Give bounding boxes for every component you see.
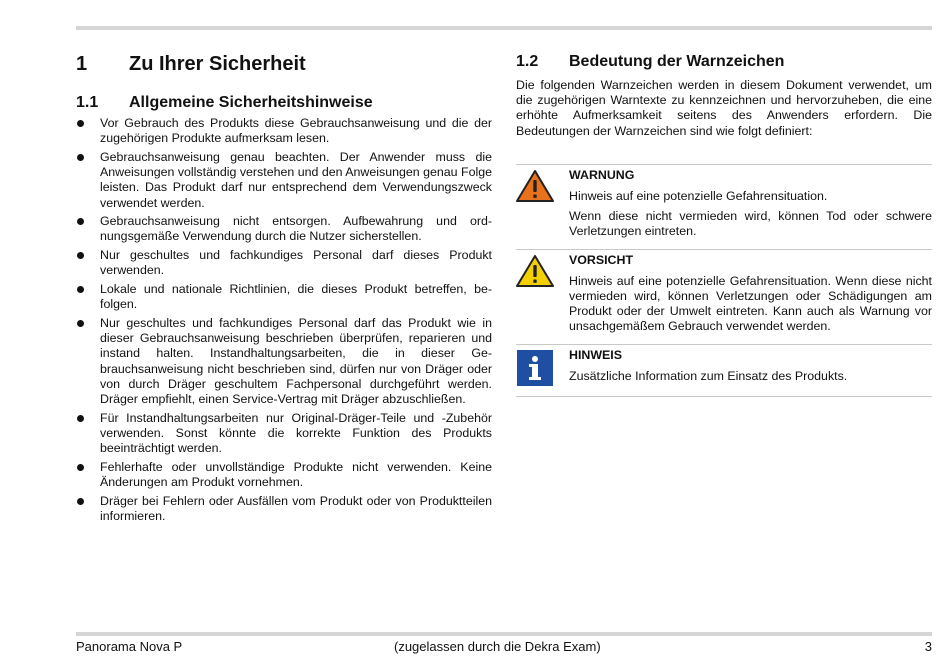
section-1-2-title: Bedeutung der Warnzeichen [569,53,785,70]
warning-signs-table [516,164,932,397]
warning-sign-row-vorsicht [516,250,932,345]
list-item: Fehlerhafte oder unvollständige Produkte nicht verwenden. Keine Änderungen am Produkt vornehmen. [76,460,492,490]
bullet-icon [77,286,84,293]
header-rule [76,26,932,30]
bullet-icon [77,320,84,327]
section-1-1-heading [76,94,492,112]
warning-sign-text: Wenn diese nicht vermieden wird, können Tod oder schwere Verletzungen eintreten. [569,209,932,239]
right-column [516,50,932,397]
section-1-title: Zu Ihrer Sicherheit [129,52,306,75]
footer-approval-note: (zugelassen durch die Dekra Exam) [394,639,601,654]
bullet-icon [77,415,84,422]
section-1-1-number: 1.1 [76,94,99,111]
section-1-heading [76,50,492,78]
warning-sign-row-warnung [516,165,932,250]
list-item: Gebrauchsanweisung genau beachten. Der Anwender muss die Anweisungen vollständig verstehen und den Anweisungen genau Folge leisten. Das Produkt darf nur entsprechend dem Verwendungszweck verwendet werden. [76,150,492,211]
warning-sign-row-hinweis [516,345,932,397]
bullet-icon [77,120,84,127]
section-1-2-number: 1.2 [516,53,539,70]
warning-sign-title: HINWEIS [569,347,623,362]
list-item: Dräger bei Fehlern oder Ausfällen vom Produkt oder von Produktteilen informieren. [76,494,492,524]
bullet-icon [77,464,84,471]
warning-triangle-orange-icon [516,165,569,245]
list-item: Nur geschultes und fachkundiges Personal darf dieses Produkt verwenden. [76,248,492,278]
info-square-blue-icon [516,345,569,392]
warning-sign-text: Zusätzliche Information zum Einsatz des Produkts. [569,368,848,383]
warning-sign-text: Hinweis auf eine potenzielle Gefahrensituation. Wenn diese nicht vermieden wird, können Verletzungen oder Schädigungen am Produkt oder der Umwelt eintreten. Kann auch als Warnung vor unsachgemäßem Gebrauch verwendet werden. [569,273,932,334]
footer-rule [76,632,932,636]
list-item: Gebrauchsanweisung nicht entsorgen. Aufbewahrung und ordnungsgemäße Verwendung durch die Nutzer sicherstellen. [76,214,492,244]
warning-signs-intro: Die folgenden Warnzeichen werden in diesem Dokument verwendet, um die zugehörigen Warntexte zu kennzeichnen und hervorzuheben, die eine erhöhte Aufmerksamkeit seitens des Anwenders erfordern. Die Bedeutungen der Warnzeichen sind wie folgt definiert: [516,78,932,138]
caution-triangle-yellow-icon [516,250,569,340]
list-item: Vor Gebrauch des Produkts diese Gebrauchsanweisung und die der zugehörigen Produkte aufmerksam lesen. [76,116,492,146]
bullet-icon [77,154,84,161]
section-1-1-title: Allgemeine Sicherheitshinweise [129,94,373,111]
warning-sign-title: WARNUNG [569,167,635,182]
bullet-icon [77,498,84,505]
safety-bullet-list [76,116,492,524]
bullet-icon [77,252,84,259]
footer-product-name: Panorama Nova P [76,639,183,654]
left-column [76,50,492,528]
warning-sign-title: VORSICHT [569,252,634,267]
list-item: Nur geschultes und fachkundiges Personal darf das Produkt wie in dieser Gebrauchsanweisung beschrieben überprüfen, reparieren und instand halten. Instandhaltungsarbeiten, die in dieser Gebrauchsanweisung nicht beschrieben sind, dürfen nur von Dräger oder von durch Dräger geschultem Fachpersonal durchgeführt werden. Dräger empfiehlt, einen Service-Vertrag mit Dräger abzuschließen. [76,316,492,407]
section-1-2-heading [516,50,932,74]
page-number: 3 [924,639,932,654]
list-item: Für Instandhaltungsarbeiten nur Original-Dräger-Teile und -Zubehör verwenden. Sonst könnte die korrekte Funktion des Produkts beeinträchtigt werden. [76,411,492,457]
list-item: Lokale und nationale Richtlinien, die dieses Produkt betreffen, befolgen. [76,282,492,312]
bullet-icon [77,218,84,225]
section-1-number: 1 [76,52,88,75]
warning-sign-text: Hinweis auf eine potenzielle Gefahrensituation. [569,189,828,204]
